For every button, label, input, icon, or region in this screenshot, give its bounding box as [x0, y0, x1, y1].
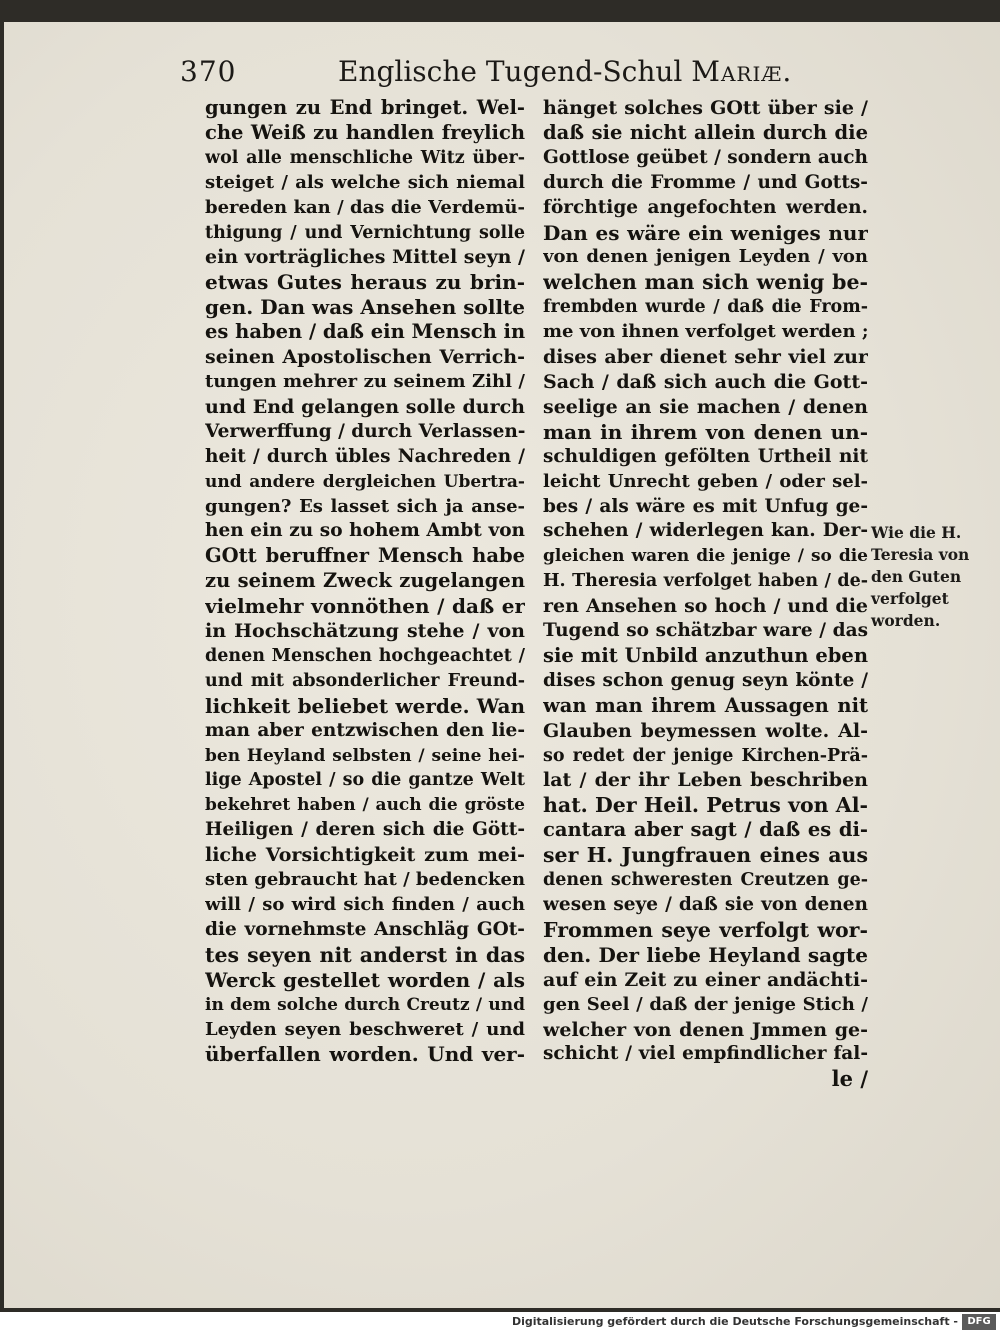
text-line: Frommen seye verfolgt wor- — [543, 917, 868, 942]
text-line: schehen / widerlegen kan. Der- — [543, 520, 868, 542]
text-line: schicht / viel empfindlicher fal- — [543, 1043, 868, 1065]
text-line: hen ein zu so hohem Ambt von — [205, 520, 525, 542]
text-line: und End gelangen solle durch — [205, 395, 525, 418]
text-line: heit / durch übles Nachreden / — [205, 445, 525, 467]
marginal-line: Teresia von — [871, 545, 970, 564]
text-line: le / — [831, 1067, 868, 1092]
text-line: den. Der liebe Heyland sagte — [543, 942, 868, 967]
text-line: Dan es wäre ein weniges nur — [543, 220, 868, 245]
text-line: denen Menschen hochgeachtet / — [205, 645, 525, 666]
text-line: ein vorträgliches Mittel seyn / — [205, 246, 525, 269]
text-line: durch die Fromme / und Gotts- — [543, 171, 868, 193]
left-text-column — [205, 96, 525, 1067]
text-line: leicht Unrecht geben / oder sel- — [543, 470, 868, 492]
text-line: man aber entzwischen den lie- — [205, 719, 525, 741]
text-line: Leyden seyen beschweret / und — [205, 1018, 525, 1040]
text-line: seinen Apostolischen Verrich- — [205, 346, 525, 369]
text-line: lige Apostel / so die gantze Welt — [205, 770, 525, 791]
text-line: lat / der ihr Leben beschriben — [543, 769, 868, 792]
text-line: sie mit Unbild anzuthun eben — [543, 643, 868, 667]
text-line: ben Heyland selbsten / seine hei- — [205, 745, 525, 766]
text-line: zu seinem Zweck zugelangen — [205, 569, 525, 593]
page-number: 370 — [180, 55, 237, 88]
text-line: bereden kan / das die Verdemü- — [205, 196, 525, 218]
text-line: in Hochschätzung stehe / von — [205, 620, 525, 643]
text-line: überfallen worden. Und ver- — [205, 1042, 525, 1067]
digitization-credit: Digitalisierung gefördert durch die Deutsche Forschungsgemeinschaft - — [511, 1315, 958, 1328]
text-line: seelige an sie machen / denen — [543, 395, 868, 418]
running-title-caps: Mariæ. — [691, 55, 793, 88]
running-title — [338, 55, 792, 88]
text-line: gen Seel / daß der jenige Stich / — [543, 993, 868, 1015]
text-line: tes seyen nit anderst in das — [205, 942, 525, 967]
dfg-logo: DFG — [962, 1314, 996, 1330]
text-line: dises schon genug seyn könte / — [543, 669, 868, 691]
text-line: ren Ansehen so hoch / und die — [543, 595, 868, 618]
text-line: so redet der jenige Kirchen-Prä- — [543, 745, 868, 766]
text-line: Sach / daß sich auch die Gott- — [543, 370, 868, 393]
text-line: Gottlose geübet / sondern auch — [543, 146, 868, 168]
marginal-line: den Guten — [871, 567, 962, 586]
text-line: me von ihnen verfolget werden ; — [543, 321, 868, 343]
text-line: von denen jenigen Leyden / von — [543, 246, 868, 268]
marginal-note — [871, 522, 991, 632]
text-line: hat. Der Heil. Petrus von Al- — [543, 793, 868, 818]
text-line: gen. Dan was Ansehen sollte — [205, 295, 525, 320]
text-line: in dem solche durch Creutz / und — [205, 994, 525, 1015]
text-line: und andere dergleichen Ubertra- — [205, 471, 525, 492]
text-line: Verwerffung / durch Verlassen- — [205, 420, 525, 442]
text-line: und mit absonderlicher Freund- — [205, 670, 525, 691]
text-line: wol alle menschliche Witz über- — [205, 147, 525, 168]
text-line: die vornehmste Anschläg GOt- — [205, 918, 525, 940]
text-line: liche Vorsichtigkeit zum mei- — [205, 844, 525, 867]
text-line: denen schweresten Creutzen ge- — [543, 870, 868, 891]
digitization-footer — [0, 1312, 1000, 1333]
text-line: Glauben beymessen wolte. Al- — [543, 719, 868, 742]
text-line: Heiligen / deren sich die Gött- — [205, 819, 525, 841]
text-line: wesen seye / daß sie von denen — [543, 894, 868, 915]
text-line: wan man ihrem Aussagen nit — [543, 693, 868, 717]
text-line: hänget solches GOtt über sie / — [543, 97, 868, 119]
marginal-line: worden. — [871, 611, 941, 630]
text-line: tungen mehrer zu seinem Zihl / — [205, 370, 525, 392]
text-line: schuldigen gefölten Urtheil nit — [543, 445, 868, 467]
text-line: welchen man sich wenig be- — [543, 270, 868, 295]
text-line: auf ein Zeit zu einer andächti- — [543, 968, 868, 991]
text-line: man in ihrem von denen un- — [543, 419, 868, 444]
text-line: sten gebraucht hat / bedencken — [205, 869, 525, 891]
text-line: gleichen waren die jenige / so die — [543, 546, 868, 567]
text-line: Werck gestellet worden / als — [205, 967, 525, 992]
text-line: steiget / als welche sich niemal — [205, 171, 525, 193]
text-line: bes / als wäre es mit Unfug ge- — [543, 495, 868, 517]
text-line: dises aber dienet sehr viel zur — [543, 346, 868, 369]
right-text-column — [543, 96, 868, 1092]
text-line: es haben / daß ein Mensch in — [205, 320, 525, 344]
text-line: thigung / und Vernichtung solle — [205, 222, 525, 243]
text-line: Tugend so schätzbar ware / das — [543, 620, 868, 642]
text-line: vielmehr vonnöthen / daß er — [205, 594, 525, 619]
text-line: che Weiß zu handlen freylich — [205, 120, 525, 144]
text-line: bekehret haben / auch die gröste — [205, 795, 525, 816]
text-line: gungen zu End bringet. Wel- — [205, 96, 525, 119]
text-line: lichkeit beliebet werde. Wan — [205, 693, 525, 718]
text-line: will / so wird sich finden / auch — [205, 894, 525, 915]
text-line: daß sie nicht allein durch die — [543, 120, 868, 144]
marginal-line: Wie die H. — [871, 523, 962, 542]
text-line: ser H. Jungfrauen eines aus — [543, 843, 868, 868]
text-line: GOtt beruffner Mensch habe — [205, 544, 525, 568]
text-line: förchtige angefochten werden. — [543, 196, 868, 218]
text-line: cantara aber sagt / daß es di- — [543, 818, 868, 842]
text-line: H. Theresia verfolget haben / de- — [543, 571, 868, 592]
text-line: frembden wurde / daß die From- — [543, 297, 868, 318]
text-line: gungen? Es lasset sich ja anse- — [205, 495, 525, 517]
running-title-main: Englische Tugend-Schul — [338, 55, 683, 88]
text-line: welcher von denen Jmmen ge- — [543, 1018, 868, 1041]
marginal-line: verfolget — [871, 589, 949, 608]
text-line: etwas Gutes heraus zu brin- — [205, 270, 525, 295]
page-header — [180, 55, 793, 95]
